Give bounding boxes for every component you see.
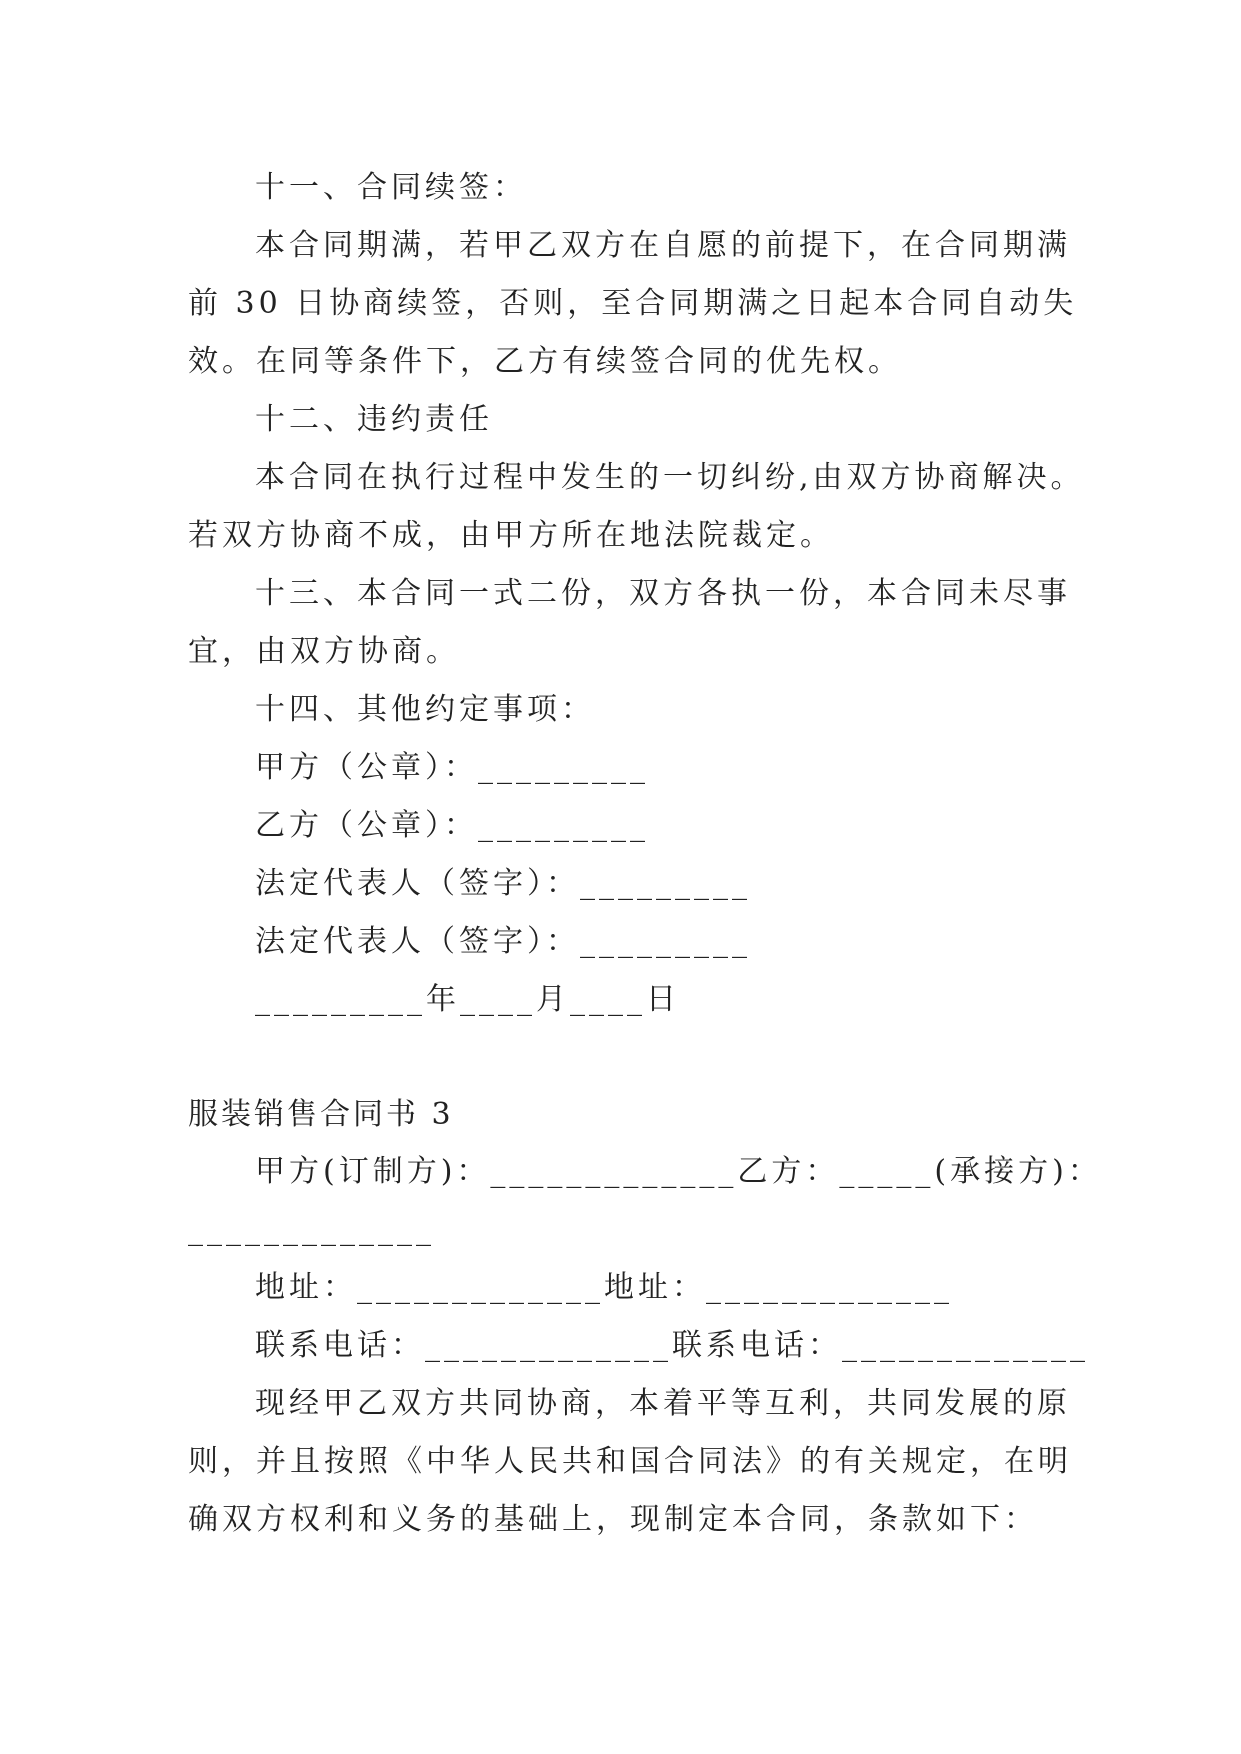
party-line-continued: _____________ xyxy=(188,1212,435,1247)
paragraph-line: 现经甲乙双方共同协商，本着平等互利，共同发展的原 xyxy=(255,1386,1071,1421)
paragraph-line: 效。在同等条件下，乙方有续签合同的优先权。 xyxy=(188,344,902,379)
clause-13-line: 十三、本合同一式二份，双方各执一份，本合同未尽事 xyxy=(255,576,1071,611)
paragraph-line: 确双方权利和义务的基础上，现制定本合同，条款如下： xyxy=(188,1502,1038,1537)
party-line: 甲方(订制方)：_____________乙方：_____(承接方)： xyxy=(255,1154,1102,1189)
clause-11-heading: 十一、合同续签： xyxy=(255,170,527,205)
clause-14-heading: 十四、其他约定事项： xyxy=(255,692,595,727)
paragraph-line: 若双方协商不成，由甲方所在地法院裁定。 xyxy=(188,518,834,553)
phone-line: 联系电话：_____________联系电话：_____________ xyxy=(255,1328,1089,1363)
party-a-seal-line: 甲方（公章）：_________ xyxy=(255,750,649,785)
legal-rep-signature-line: 法定代表人（签字）：_________ xyxy=(255,866,751,901)
legal-rep-signature-line: 法定代表人（签字）：_________ xyxy=(255,924,751,959)
clause-12-heading: 十二、违约责任 xyxy=(255,402,493,437)
date-line: _________年____月____日 xyxy=(255,982,680,1017)
address-line: 地址：_____________地址：_____________ xyxy=(255,1270,953,1305)
paragraph-line: 前 30 日协商续签，否则，至合同期满之日起本合同自动失 xyxy=(188,286,1078,321)
paragraph-line: 则，并且按照《中华人民共和国合同法》的有关规定，在明 xyxy=(188,1444,1072,1479)
paragraph-line: 本合同在执行过程中发生的一切纠纷,由双方协商解决。 xyxy=(255,460,1085,495)
paragraph-line: 宜，由双方协商。 xyxy=(188,634,460,669)
paragraph-line: 本合同期满，若甲乙双方在自愿的前提下，在合同期满 xyxy=(255,228,1071,263)
party-b-seal-line: 乙方（公章）：_________ xyxy=(255,808,649,843)
contract-3-title: 服装销售合同书 3 xyxy=(188,1097,454,1132)
